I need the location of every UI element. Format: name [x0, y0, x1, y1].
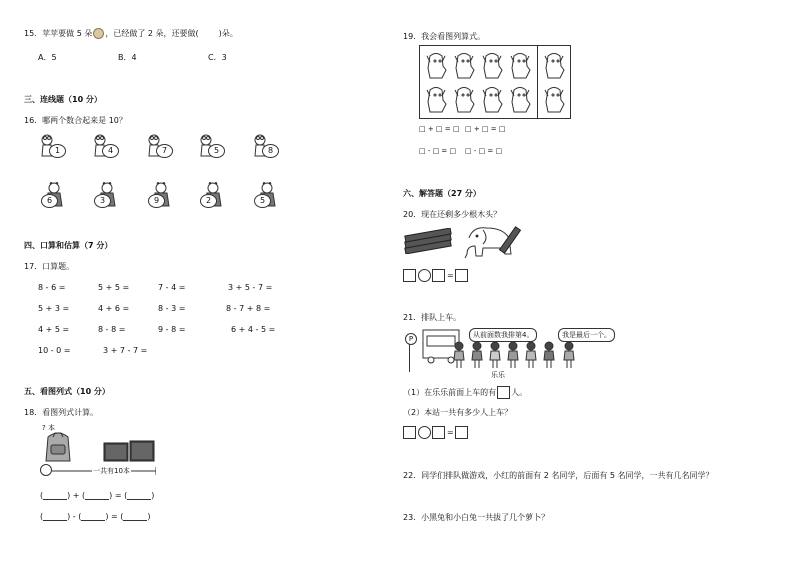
- dog-column-right: [541, 50, 569, 114]
- q17-stem: 17．口算题。: [24, 262, 75, 271]
- answer-box[interactable]: [432, 269, 445, 282]
- bear-card[interactable]: [253, 134, 279, 158]
- arith-item[interactable]: 3 + 7 - 7 =: [103, 346, 148, 355]
- backpack-icon: [40, 431, 76, 465]
- q21-sub-2: （2）本站一共有多少人上车？: [403, 408, 513, 417]
- arith-item[interactable]: 3 + 5 - 7 =: [228, 283, 273, 292]
- section-3-title: 三、连线题（10 分）: [24, 95, 102, 104]
- answer-box[interactable]: [403, 269, 416, 282]
- section-6-title: 六、解答题（27 分）: [403, 189, 481, 198]
- kitten-card[interactable]: [40, 182, 68, 208]
- number-circle: 6: [41, 194, 58, 208]
- bear-card[interactable]: [40, 134, 66, 158]
- q15-option-a[interactable]: A．5: [38, 53, 57, 62]
- kitten-card[interactable]: [93, 182, 121, 208]
- number-circle: 1: [49, 144, 66, 158]
- speech-bubble-2: 我是最后一个。: [558, 328, 615, 342]
- q19-add-eq-2[interactable]: □ + □ = □: [465, 125, 506, 133]
- arith-item[interactable]: 10 - 0 =: [38, 346, 71, 355]
- arith-item[interactable]: 7 - 4 =: [158, 283, 186, 292]
- answer-blank[interactable]: [123, 512, 147, 521]
- q21-answer-row: [403, 426, 469, 439]
- q15-option-c[interactable]: C．3: [208, 53, 227, 62]
- question-mark-label: ? 本: [42, 424, 55, 432]
- dog-row-1: [424, 50, 536, 80]
- arith-item[interactable]: 8 - 8 =: [98, 325, 126, 334]
- answer-blank[interactable]: [43, 491, 67, 500]
- q18-stem: 18．看图列式计算。: [24, 408, 99, 417]
- arith-item[interactable]: 4 + 5 =: [38, 325, 70, 334]
- arith-item[interactable]: 4 + 6 =: [98, 304, 130, 313]
- speech-bubble-1: 从前面数我排第4。: [469, 328, 537, 342]
- number-circle: 8: [262, 144, 279, 158]
- number-circle: 7: [156, 144, 173, 158]
- q21-sub-1: （1）在乐乐前面上车的有 人。: [403, 388, 528, 397]
- q15-option-b[interactable]: B．4: [118, 53, 137, 62]
- q19-dog-grid: [419, 45, 571, 119]
- number-circle: 5: [208, 144, 225, 158]
- count-circle[interactable]: [40, 464, 52, 476]
- number-circle: 2: [200, 194, 217, 208]
- answer-box[interactable]: [497, 386, 510, 399]
- q23-stem: 23．小黑兔和小白兔一共拔了几个萝卜？: [403, 513, 550, 522]
- q18-equation-2: ( ) - ( ) = ( ): [40, 512, 151, 521]
- q21-stem: 21．排队上车。: [403, 313, 462, 322]
- number-circle: 9: [148, 194, 165, 208]
- bear-card[interactable]: [147, 134, 173, 158]
- answer-blank[interactable]: [85, 491, 109, 500]
- answer-box[interactable]: [455, 426, 468, 439]
- arith-item[interactable]: 6 + 4 - 5 =: [231, 325, 276, 334]
- lele-name-label: 乐乐: [491, 371, 505, 379]
- kids-queue: [453, 341, 583, 369]
- q22-stem: 22．同学们排队做游戏，小红的前面有 2 名同学，后面有 5 名同学，一共有几名同学？: [403, 471, 714, 480]
- arith-item[interactable]: 8 - 3 =: [158, 304, 186, 313]
- q19-stem: 19．我会看图列算式。: [403, 32, 486, 41]
- answer-blank[interactable]: [127, 491, 151, 500]
- total-label: 一共有10本: [93, 467, 130, 475]
- number-circle: 4: [102, 144, 119, 158]
- grid-divider: [537, 46, 538, 118]
- answer-blank[interactable]: [81, 512, 105, 521]
- answer-box[interactable]: [455, 269, 468, 282]
- arith-item[interactable]: 5 + 3 =: [38, 304, 70, 313]
- section-4-title: 四、口算和估算（7 分）: [24, 241, 113, 250]
- q18-equation-1: ( ) + ( ) = ( ): [40, 491, 155, 500]
- operator-circle[interactable]: [418, 269, 431, 282]
- q19-add-eq-1[interactable]: □ + □ = □: [419, 125, 460, 133]
- q20-stem: 20．现在还剩多少根木头？: [403, 210, 502, 219]
- arith-item[interactable]: 8 - 7 + 8 =: [226, 304, 271, 313]
- arith-item[interactable]: 8 - 6 =: [38, 283, 66, 292]
- q19-sub-eq-1[interactable]: □ - □ = □: [419, 147, 457, 155]
- bus-stop-sign: P: [405, 333, 417, 345]
- number-circle: 5: [254, 194, 271, 208]
- kitten-card[interactable]: [253, 182, 281, 208]
- answer-box[interactable]: [403, 426, 416, 439]
- arith-item[interactable]: 5 + 5 =: [98, 283, 130, 292]
- section-5-title: 五、看图列式（10 分）: [24, 387, 110, 396]
- elephant-icon: [463, 224, 525, 262]
- operator-circle[interactable]: [418, 426, 431, 439]
- bear-card[interactable]: [199, 134, 225, 158]
- q18-picture: [40, 423, 170, 483]
- answer-box[interactable]: [432, 426, 445, 439]
- dog-row-2: [424, 84, 536, 114]
- right-column: [397, 0, 794, 561]
- logs-icon: [403, 228, 453, 254]
- kitten-card[interactable]: [147, 182, 175, 208]
- bear-card[interactable]: [93, 134, 119, 158]
- q19-sub-eq-2[interactable]: □ - □ = □: [465, 147, 503, 155]
- equals-sign: =: [447, 428, 454, 437]
- books-icon: [102, 439, 156, 465]
- equals-sign: =: [447, 271, 454, 280]
- kitten-card[interactable]: [199, 182, 227, 208]
- flower-icon: [93, 28, 104, 39]
- number-circle: 3: [94, 194, 111, 208]
- q15-stem: 15．苹苹要做 5 朵 ，已经做了 2 朵，还要做( )朵。: [24, 29, 238, 38]
- q20-answer-row: [403, 269, 469, 282]
- q16-stem: 16．哪两个数合起来是 10？: [24, 116, 127, 125]
- bus-stop-pole: [409, 344, 410, 372]
- answer-blank[interactable]: [43, 512, 67, 521]
- arith-item[interactable]: 9 - 8 =: [158, 325, 186, 334]
